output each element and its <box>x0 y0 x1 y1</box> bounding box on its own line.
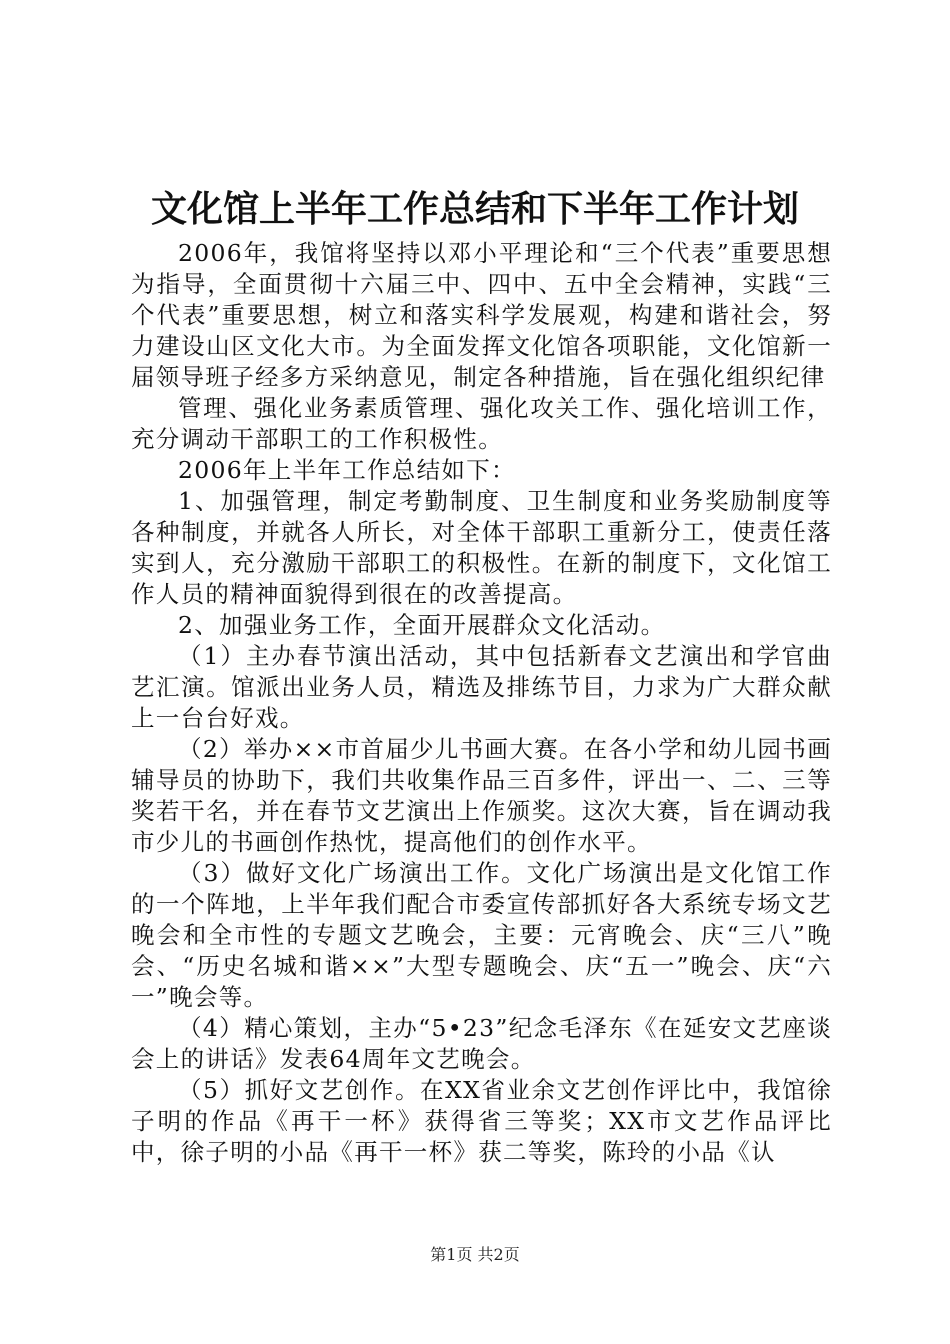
paragraph-subitem-5: （5）抓好文艺创作。在XX省业余文艺创作评比中，我馆徐子明的作品《再干一杯》获得省三等奖；XX市文艺作品评比中，徐子明的小品《再干一杯》获二等奖，陈玲的小品《认 <box>131 1076 832 1166</box>
paragraph-subitem-4: （4）精心策划，主办“5•23”纪念毛泽东《在延安文艺座谈会上的讲话》发表64周年文艺晚会。 <box>131 1014 832 1073</box>
paragraph-subitem-1: （1）主办春节演出活动，其中包括新春文艺演出和学官曲艺汇演。馆派出业务人员，精选及排练节目，力求为广大群众献上一台台好戏。 <box>131 642 832 732</box>
paragraph-subitem-3: （3）做好文化广场演出工作。文化广场演出是文化馆工作的一个阵地，上半年我们配合市委宣传部抓好各大系统专场文艺晚会和全市性的专题文艺晚会，主要：元宵晚会、庆“三八”晚会、“历史名城和谐××”大型专题晚会、庆“五一”晚会、庆“六一”晚会等。 <box>131 859 832 1011</box>
paragraph-summary-heading: 2006年上半年工作总结如下： <box>178 456 516 484</box>
page-footer: 第1页 共2页 <box>430 1245 520 1264</box>
paragraph-intro-continued: 管理、强化业务素质管理、强化攻关工作、强化培训工作，充分调动干部职工的工作积极性。 <box>131 394 832 453</box>
paragraph-item-1: 1、加强管理，制定考勤制度、卫生制度和业务奖励制度等各种制度，并就各人所长，对全体干部职工重新分工，使责任落实到人，充分激励干部职工的积极性。在新的制度下，文化馆工作人员的精神面貌得到很在的改善提高。 <box>131 487 832 608</box>
paragraph-item-2: 2、加强业务工作，全面开展群众文化活动。 <box>178 611 666 639</box>
paragraph-subitem-2: （2）举办××市首届少儿书画大赛。在各小学和幼儿园书画辅导员的协助下，我们共收集作品三百多件，评出一、二、三等奖若干名，并在春节文艺演出上作颁奖。这次大赛，旨在调动我市少儿的书画创作热忱，提高他们的创作水平。 <box>131 735 832 856</box>
paragraph-intro: 2006年，我馆将坚持以邓小平理论和“三个代表”重要思想为指导，全面贯彻十六届三中、四中、五中全会精神，实践“三个代表”重要思想，树立和落实科学发展观，构建和谐社会，努力建设山区文化大市。为全面发挥文化馆各项职能，文化馆新一届领导班子经多方采纳意见，制定各种措施，旨在强化组织纪律 <box>131 239 832 391</box>
document-title: 文化馆上半年工作总结和下半年工作计划 <box>150 188 799 230</box>
document-body <box>131 238 832 1168</box>
